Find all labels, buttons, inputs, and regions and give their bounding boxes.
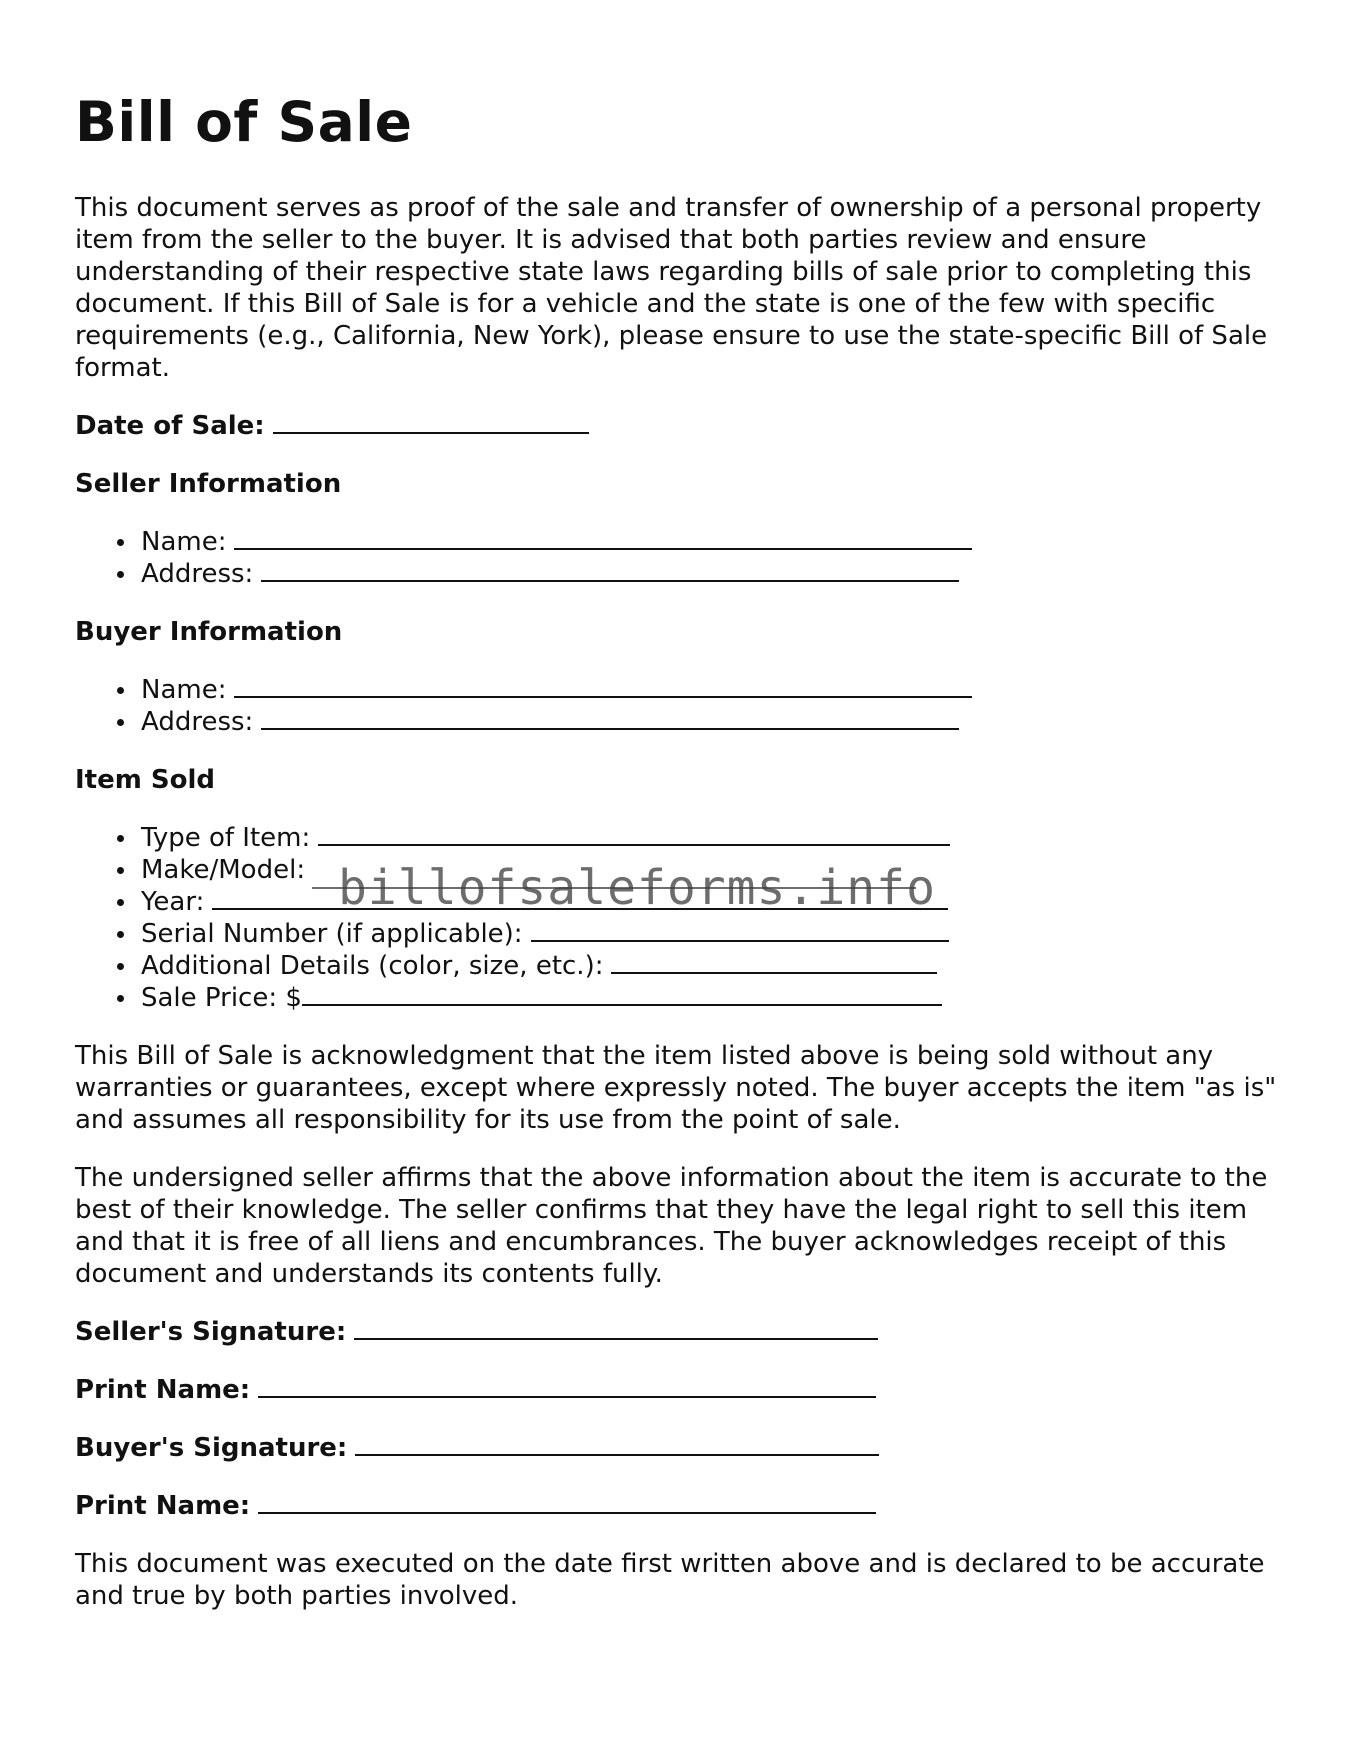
buyer-name-label: Name: <box>141 675 227 705</box>
list-item <box>141 982 1285 1014</box>
buyer-name-field[interactable] <box>234 674 972 698</box>
seller-signature-field[interactable] <box>354 1316 878 1340</box>
buyer-print-name-field[interactable] <box>258 1490 876 1514</box>
watermark-text: billofsaleforms.info <box>338 860 936 916</box>
intro-paragraph: This document serves as proof of the sale and transfer of ownership of a personal property item from the seller to the buyer. It is advised that both parties review and ensure understanding of their respective state laws regarding bills of sale prior to completing this document. If this Bill of Sale is for a vehicle and the state is one of the few with specific requirements (e.g., California, New York), please ensure to use the state-specific Bill of Sale format. <box>75 193 1268 383</box>
document-title: Bill of Sale <box>75 90 413 154</box>
list-item <box>141 822 1285 854</box>
buyer-fields-list <box>75 674 1285 738</box>
list-item <box>141 706 1285 738</box>
seller-information-heading: Seller Information <box>75 469 342 499</box>
buyer-address-label: Address: <box>141 707 254 737</box>
list-item <box>141 950 1285 982</box>
seller-print-name-row <box>75 1374 1285 1406</box>
sale-price-field[interactable] <box>302 982 942 1006</box>
year-label: Year: <box>141 887 205 917</box>
buyer-print-name-label: Print Name: <box>75 1491 251 1521</box>
date-of-sale-label: Date of Sale: <box>75 411 265 441</box>
affirmation-paragraph: The undersigned seller affirms that the above information about the item is accurate to the best of their knowledge. The seller confirms that they have the legal right to sell this item and that it is free of all liens and encumbrances. The buyer acknowledges receipt of this document and understands its contents fully. <box>75 1163 1268 1289</box>
seller-name-label: Name: <box>141 527 227 557</box>
buyer-signature-row <box>75 1432 1285 1464</box>
bill-of-sale-page <box>75 90 1285 1612</box>
seller-address-label: Address: <box>141 559 254 589</box>
list-item <box>141 918 1285 950</box>
seller-name-field[interactable] <box>234 526 972 550</box>
list-item <box>141 558 1285 590</box>
sale-price-label: Sale Price: $ <box>141 983 302 1013</box>
seller-signature-row <box>75 1316 1285 1348</box>
make-model-label: Make/Model: <box>141 855 306 885</box>
item-fields-list <box>75 822 1285 1014</box>
warranty-paragraph: This Bill of Sale is acknowledgment that the item listed above is being sold without any warranties or guarantees, except where expressly noted. The buyer accepts the item "as is" and assumes all responsibility for its use from the point of sale. <box>75 1041 1277 1135</box>
seller-address-field[interactable] <box>261 558 959 582</box>
date-of-sale-row <box>75 410 1285 442</box>
buyer-print-name-row <box>75 1490 1285 1522</box>
additional-details-label: Additional Details (color, size, etc.): <box>141 951 604 981</box>
list-item <box>141 526 1285 558</box>
seller-signature-label: Seller's Signature: <box>75 1317 347 1347</box>
serial-number-label: Serial Number (if applicable): <box>141 919 523 949</box>
list-item <box>141 674 1285 706</box>
seller-fields-list <box>75 526 1285 590</box>
serial-number-field[interactable] <box>531 918 949 942</box>
seller-print-name-field[interactable] <box>258 1374 876 1398</box>
item-type-field[interactable] <box>318 822 950 846</box>
date-of-sale-field[interactable] <box>273 410 589 434</box>
closing-paragraph: This document was executed on the date first written above and is declared to be accurate and true by both parties involved. <box>75 1549 1265 1611</box>
item-sold-heading: Item Sold <box>75 765 215 795</box>
buyer-signature-label: Buyer's Signature: <box>75 1433 348 1463</box>
item-type-label: Type of Item: <box>141 823 311 853</box>
buyer-signature-field[interactable] <box>355 1432 879 1456</box>
buyer-address-field[interactable] <box>261 706 959 730</box>
buyer-information-heading: Buyer Information <box>75 617 343 647</box>
additional-details-field[interactable] <box>611 950 937 974</box>
seller-print-name-label: Print Name: <box>75 1375 251 1405</box>
